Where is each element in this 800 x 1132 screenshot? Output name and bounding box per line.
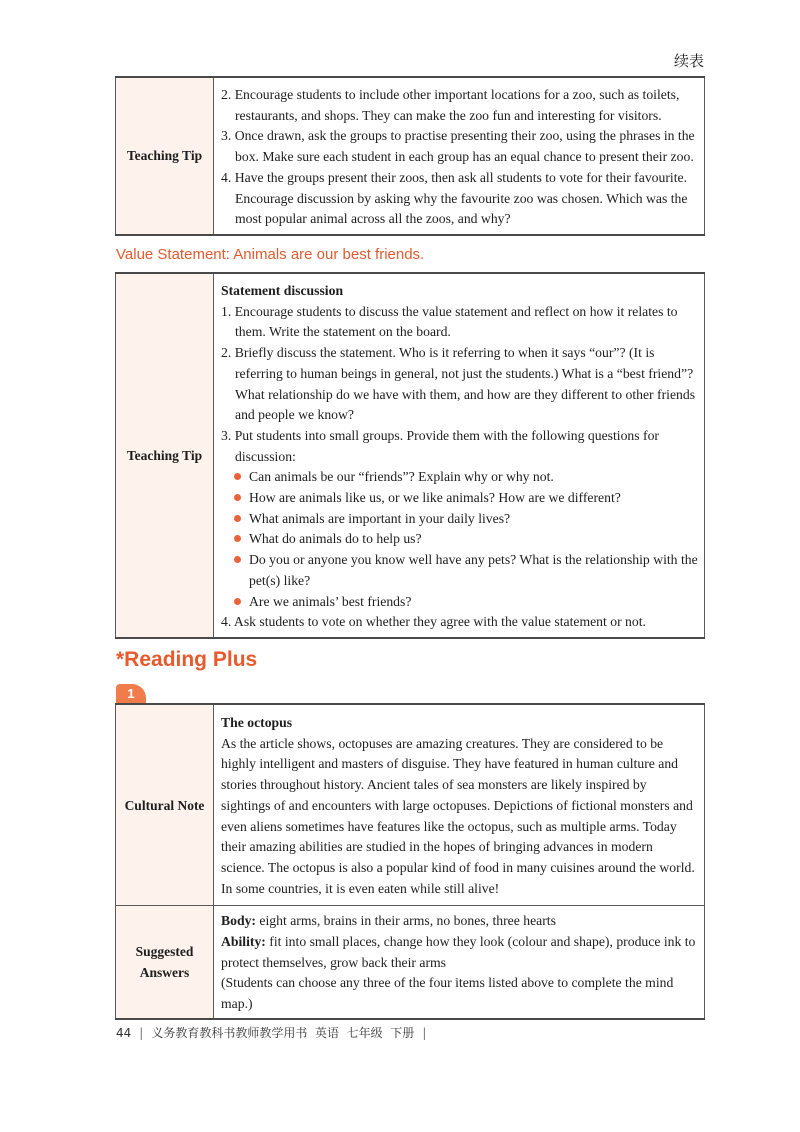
footer-separator: | — [422, 1026, 427, 1040]
suggested-answers-label-line1: Suggested — [135, 944, 194, 960]
suggested-answers-label-line2: Answers — [139, 965, 190, 981]
list-item: 1. Encourage students to discuss the value statement and reflect on how it relates to them. Write the statement on the board. — [221, 303, 678, 340]
ability-label: Ability: — [221, 934, 266, 950]
subject: 英语 — [314, 1026, 339, 1040]
book-title: 义务教育教科书教师教学用书 — [151, 1026, 308, 1040]
continued-label: 续表 — [673, 52, 704, 70]
grade: 七年级 — [346, 1026, 383, 1040]
footer-separator: | — [139, 1026, 144, 1040]
ability-answer — [221, 932, 698, 973]
list-item: 4. Have the groups present their zoos, then ask all students to vote for their favourite. Encourage discussion by asking why the favourite zoo was chosen. Which was the most popular animal across all the zoos, and why? — [221, 169, 688, 227]
body-text: eight arms, brains in their arms, no bones, three hearts — [256, 913, 556, 929]
teaching-tip-label: Teaching Tip — [116, 273, 214, 638]
bullet-item: What animals are important in your daily lives? — [221, 509, 698, 530]
octopus-paragraph: As the article shows, octopuses are amazing creatures. They are considered to be highly intelligent and masters of disguise. They have featured in human culture and stories throughout history. Ancient tales of sea monsters are likely inspired by sightings of and encounters with large octopuses. Depictions of fictional monsters and even aliens sometimes have features like the octopus, such as multiple arms. Today their amazing abilities are studied in the hopes of bringing advances in modern science. The octopus is also a popular kind of food in many cuisines around the world. In some countries, it is even eaten while still alive! — [221, 735, 695, 896]
list-item: 4. Ask students to vote on whether they agree with the value statement or not. — [221, 614, 646, 630]
section-heading: Statement discussion — [221, 283, 344, 298]
bullet-item: How are animals like us, or we like animals? How are we different? — [221, 488, 698, 509]
teaching-tip-label: Teaching Tip — [116, 77, 214, 235]
mind-map-note: (Students can choose any three of the four items listed above to complete the mind map.) — [221, 975, 674, 1012]
bullet-item: Are we animals’ best friends? — [221, 592, 698, 613]
page-number: 44 — [116, 1026, 132, 1040]
body-label: Body: — [221, 913, 256, 929]
teaching-tip-table-1 — [115, 76, 705, 236]
reading-plus-heading: *Reading Plus — [116, 648, 258, 671]
cultural-note-table — [115, 703, 705, 1020]
suggested-answers-label — [116, 906, 214, 1019]
body-answer — [221, 911, 698, 932]
bullet-item: What do animals do to help us? — [221, 529, 698, 550]
volume: 下册 — [390, 1026, 415, 1040]
bullet-item: Do you or anyone you know well have any pets? What is the relationship with the pet(s) like? — [221, 550, 698, 591]
list-item: 2. Briefly discuss the statement. Who is it referring to when it says “our”? (It is referring to human beings in general, not just the students.) What is a “best friend”? What relationship do we have with them, and how are they different to other friends and people we know? — [221, 345, 696, 423]
cultural-note-content — [214, 704, 705, 906]
section-number-tab: 1 — [116, 684, 146, 704]
ability-text: fit into small places, change how they look (colour and shape), produce ink to protect themselves, grow back their arms — [221, 934, 696, 970]
teaching-tip-table-2 — [115, 272, 705, 639]
list-item: 2. Encourage students to include other important locations for a zoo, such as toilets, restaurants, and shops. They can make the zoo fun and interesting for visitors. — [221, 87, 680, 123]
suggested-answers-content — [214, 906, 705, 1019]
octopus-title: The octopus — [221, 715, 293, 730]
cultural-note-label: Cultural Note — [116, 704, 214, 906]
value-statement-heading: Value Statement: Animals are our best friends. — [116, 246, 425, 263]
bullet-item: Can animals be our “friends”? Explain why or why not. — [221, 467, 698, 488]
statement-discussion-content — [214, 273, 705, 638]
teaching-tip-content — [214, 77, 705, 235]
page-footer — [116, 1024, 434, 1041]
list-item: 3. Put students into small groups. Provide them with the following questions for discussion: — [221, 427, 659, 464]
list-item: 3. Once drawn, ask the groups to practise presenting their zoo, using the phrases in the box. Make sure each student in each group has an equal chance to present their zoo. — [221, 128, 695, 165]
